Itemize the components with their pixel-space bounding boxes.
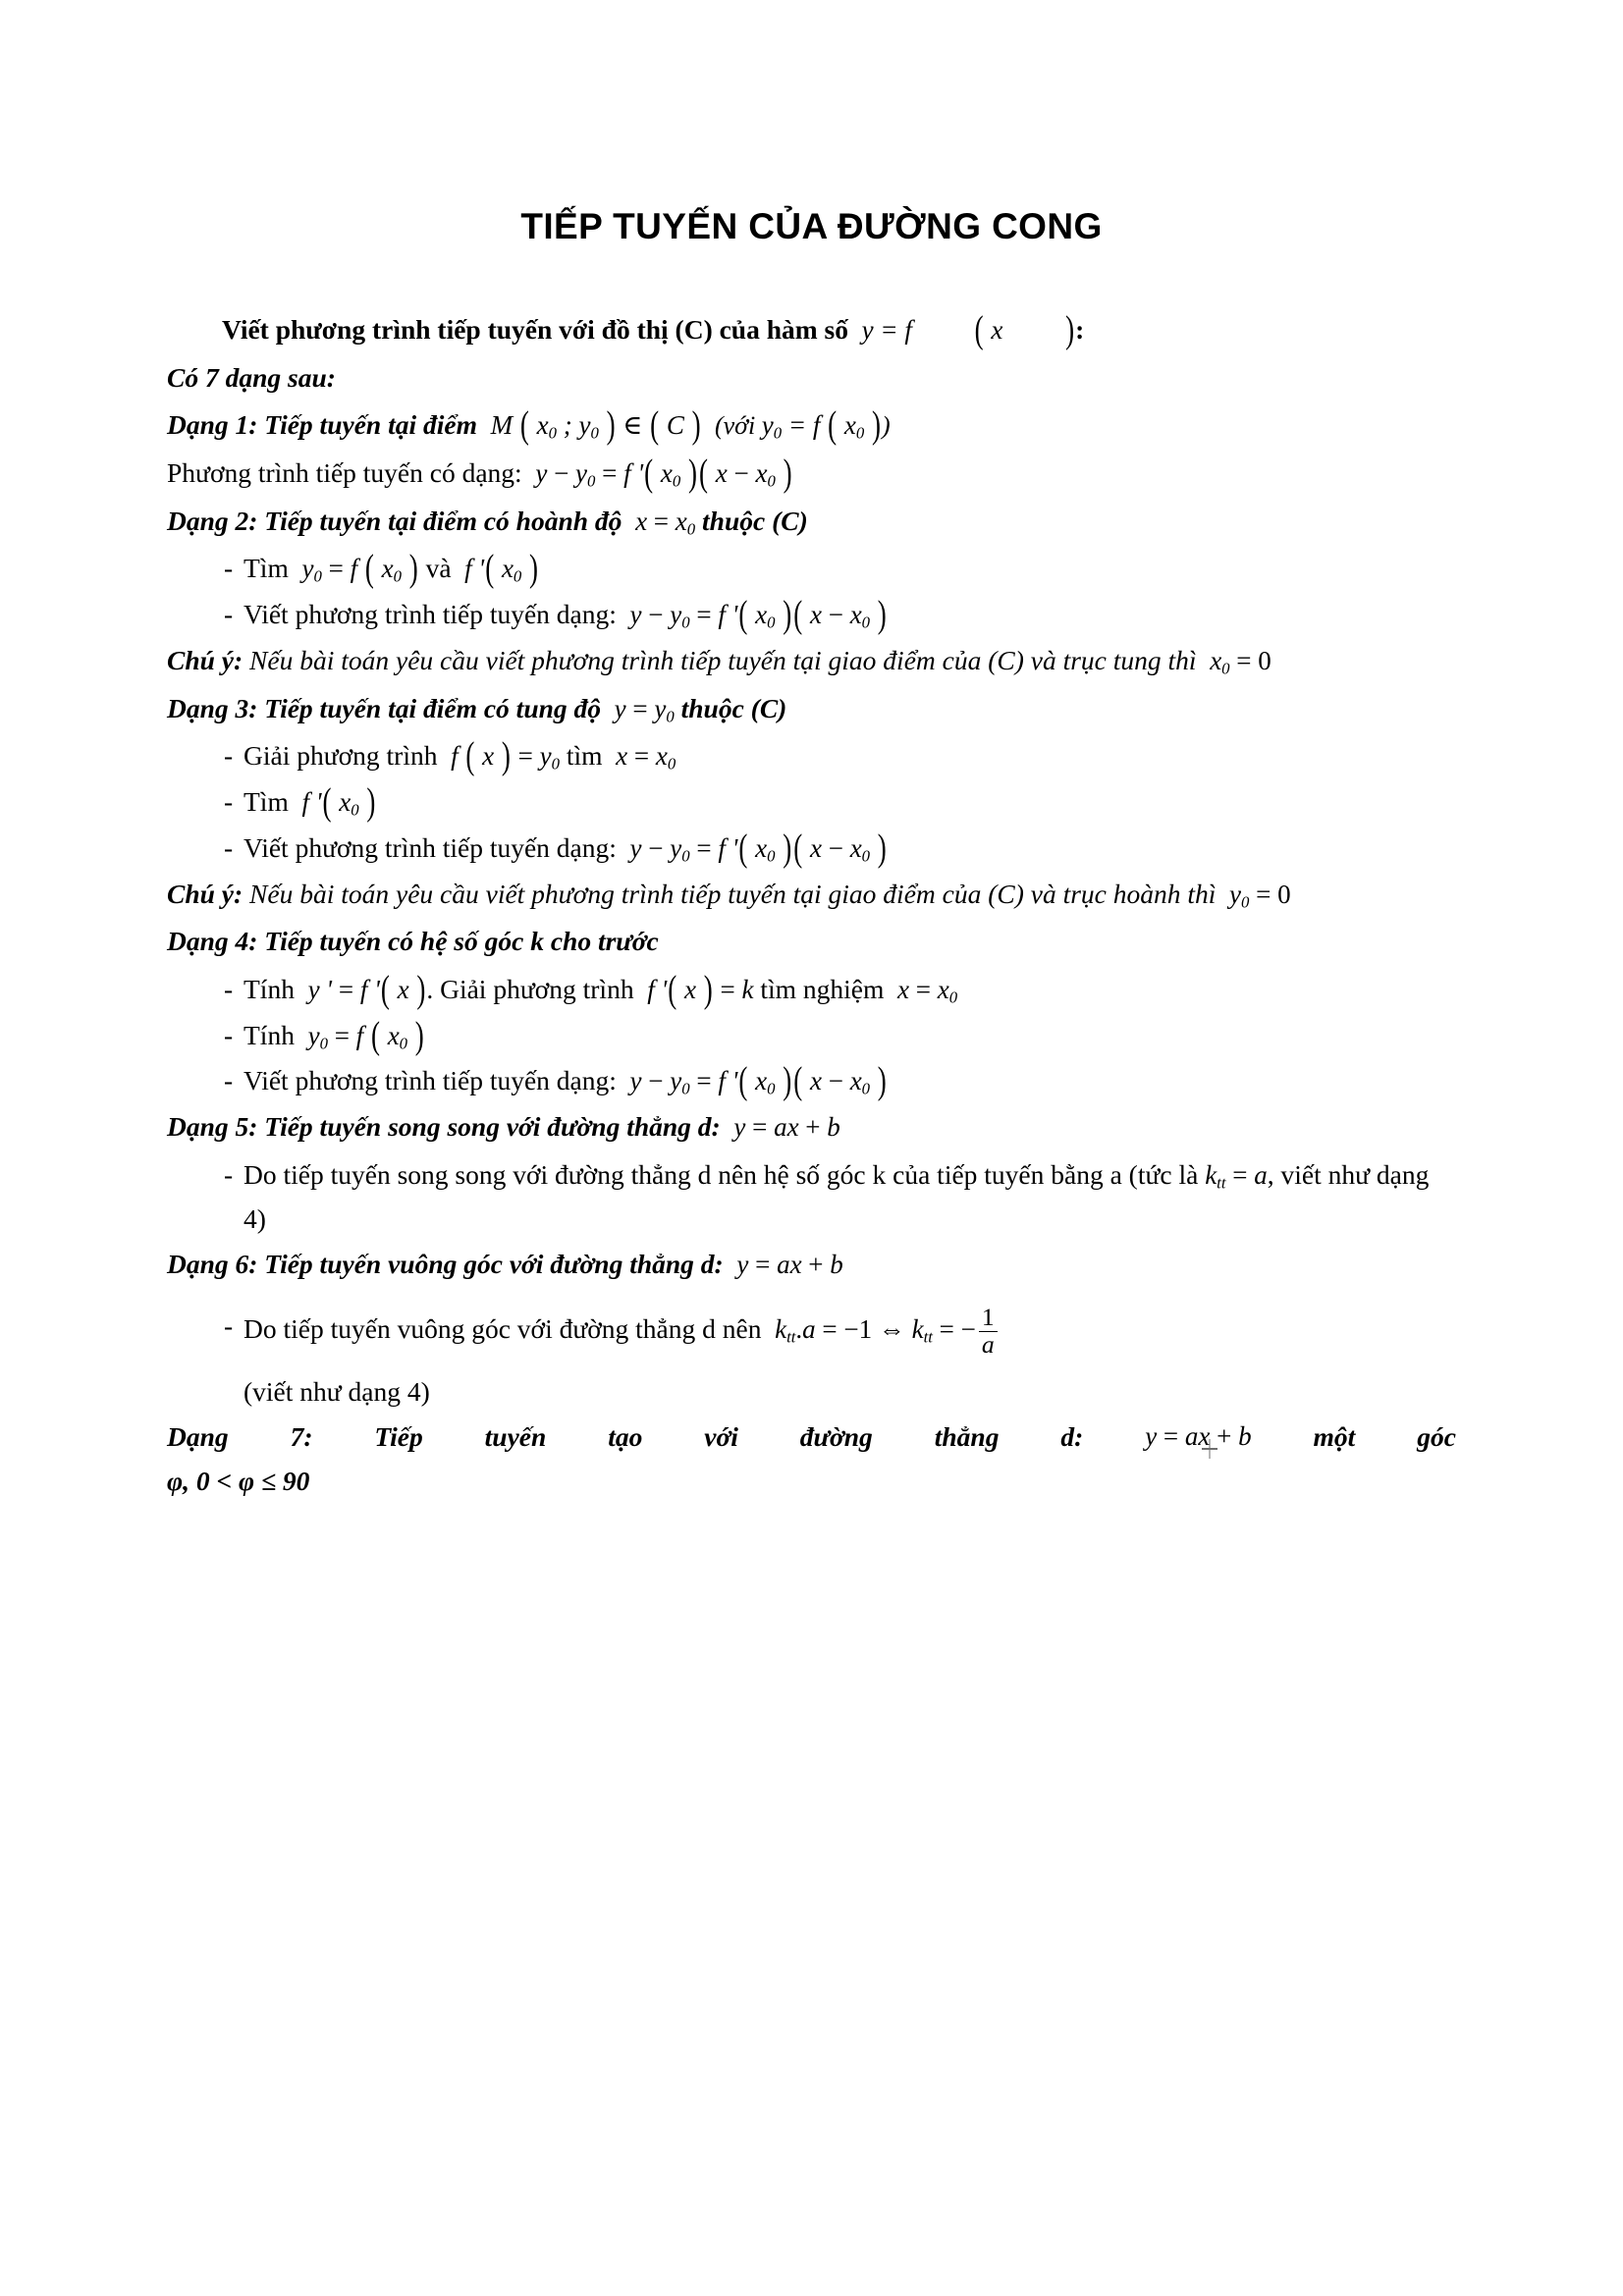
bullet-dash: -: [224, 1019, 234, 1050]
section-5-heading-math: y = ax + b: [727, 1112, 840, 1143]
bullet-dash: -: [224, 973, 234, 1004]
bullet-dash: -: [224, 786, 234, 818]
section-3-note: [167, 873, 1456, 917]
bullet-content: [243, 968, 1456, 1012]
bullet-dash: -: [224, 1065, 234, 1096]
count-line-text: Có 7 dạng sau:: [167, 361, 336, 393]
section-4-heading-text: Dạng 4: Tiếp tuyến có hệ số góc k cho trước: [167, 926, 659, 957]
bullet-math-1: $y - y_0 = f$ '( $x_0$ )( $x - x_0$ ): [622, 826, 887, 870]
bullet-dash: -: [224, 553, 234, 584]
section-5-heading-text: Dạng 5: Tiếp tuyến song song với đường thẳng d:: [167, 1111, 721, 1143]
section-6-bullet-1: [167, 1302, 1456, 1414]
section-2-note-label: Chú ý:: [167, 644, 243, 675]
section-3-note-label: Chú ý:: [167, 878, 243, 909]
section-3-note-text: Nếu bài toán yêu cầu viết phương trình tiếp tuyến tại giao điểm của (C) và trục hoành thì: [249, 878, 1217, 909]
bullet-content: [243, 593, 1456, 637]
section-3-heading-tail: thuộc (C): [680, 692, 787, 723]
section-2-bullet-1: [167, 547, 1456, 591]
section-7-word-6: đường: [799, 1421, 873, 1453]
section-7-word-4: tạo: [608, 1421, 643, 1453]
section-3-note-math: $y_0 = 0$: [1222, 879, 1291, 912]
section-6-heading-text: Dạng 6: Tiếp tuyến vuông góc với đường thẳng d:: [167, 1249, 724, 1280]
bullet-math-2: f '( $x_0$ ): [458, 547, 539, 590]
bullet-math-2: f '( x ) = k: [640, 967, 754, 1011]
section-4-bullet-3: [167, 1059, 1456, 1103]
section-1-heading-math: M ( $x_0$ ; $y_0$ ) ∈ ( C ): [483, 403, 701, 447]
bullet-dash: -: [224, 831, 234, 863]
section-4-bullet-2: [167, 1014, 1456, 1058]
bullet-mid-2: tìm nghiệm: [760, 973, 885, 1004]
bullet-math-1: $k_{tt}.a = -1$ ⇔ $k_{tt}$ = − $\frac{1}{a}$: [768, 1314, 1000, 1344]
section-7-tail-word-1: góc: [1417, 1421, 1456, 1453]
bullet-mid: . Giải phương trình: [426, 973, 634, 1004]
bullet-text: Viết phương trình tiếp tuyến dạng:: [243, 831, 617, 863]
bullet-tail-line: [243, 1370, 1456, 1415]
section-7-word-1: 7:: [290, 1421, 313, 1453]
section-7-last-line: [167, 1460, 1456, 1504]
bullet-math-3: $x = x_0$: [891, 974, 958, 1007]
section-7-word-2: Tiếp: [374, 1421, 423, 1453]
section-2-note-math: $x_0 = 0$: [1203, 645, 1271, 678]
bullet-content: [243, 547, 1456, 591]
bullet-math-1: $y - y_0 = f$ '( $x_0$ )( $x - x_0$ ): [622, 593, 887, 636]
bullet-mid: tìm: [566, 740, 603, 772]
section-2-note-text: Nếu bài toán yêu cầu viết phương trình tiếp tuyến tại giao điểm của (C) và trục tung thì: [249, 644, 1197, 675]
section-2-bullet-2: [167, 593, 1456, 637]
section-2-heading: [167, 500, 1456, 544]
bullet-dash: -: [224, 1158, 234, 1190]
bullet-text: Viết phương trình tiếp tuyến dạng:: [243, 1065, 617, 1096]
intro-line: [167, 308, 1456, 352]
bullet-content: [243, 734, 1456, 778]
bullet-math-2: $x = x_0$: [609, 741, 676, 774]
bullet-text: Do tiếp tuyến vuông góc với đường thẳng d nên: [243, 1312, 762, 1344]
section-5-bullet-1: [167, 1153, 1456, 1241]
section-1-heading: [167, 403, 1456, 448]
section-6-heading: [167, 1243, 1456, 1287]
section-1-line-1: [167, 452, 1456, 496]
bullet-text: Tìm: [243, 786, 289, 818]
section-3-heading-math: $y = y_0$: [607, 693, 675, 726]
bullet-dash: -: [224, 1309, 234, 1341]
bullet-text: Tính: [243, 1019, 295, 1050]
section-2-note: [167, 639, 1456, 683]
section-4-heading: [167, 920, 1456, 964]
bullet-dash: -: [224, 599, 234, 630]
bullet-math-1: $y - y_0 = f$ '( $x_0$ )( $x - x_0$ ): [622, 1059, 887, 1102]
section-4-bullet-1: [167, 968, 1456, 1012]
bullet-math-1: f ( x ) = $y_0$: [444, 734, 560, 777]
section-1-line-1-text: Phương trình tiếp tuyến có dạng:: [167, 457, 522, 489]
bullet-tail: , viết như dạng 4): [243, 1158, 1430, 1234]
bullet-content: [243, 1059, 1456, 1103]
intro-formula: y = f ( x ): [854, 307, 1075, 351]
section-1-line-1-math: $y - y_0 = f$ '( $x_0$ )( $x - x_0$ ): [528, 451, 792, 495]
section-3-heading: [167, 687, 1456, 731]
bullet-math-1: y ' = f '( x ): [300, 967, 426, 1011]
section-2-heading-math: $x = x_0$: [628, 506, 696, 539]
bullet-content: [243, 780, 1456, 825]
bullet-math-1: $y_0 = f$ ( $x_0$ ): [295, 547, 418, 590]
bullet-text: Tính: [243, 973, 295, 1004]
page-title: TIẾP TUYẾN CỦA ĐƯỜNG CONG: [520, 206, 1103, 246]
section-1-heading-note: (với $y_0 = f$ ( $x_0$ )): [708, 403, 891, 447]
bullet-text: Giải phương trình: [243, 740, 438, 772]
section-7-word-5: với: [704, 1421, 738, 1453]
bullet-math-1: $k_{tt} = a$: [1205, 1159, 1268, 1193]
section-5-heading: [167, 1105, 1456, 1149]
bullet-content: [243, 1302, 1456, 1414]
section-7-last-text: φ, 0 < φ ≤ 90: [167, 1465, 310, 1496]
section-7-word-8: d:: [1060, 1421, 1084, 1453]
count-line: [167, 356, 1456, 400]
section-7-heading-math: y = ax + b: [1145, 1421, 1252, 1452]
section-7-heading: [167, 1415, 1456, 1503]
section-7-word-0: Dạng: [167, 1421, 229, 1453]
bullet-math-1: f '( $x_0$ ): [295, 780, 376, 824]
section-3-bullet-1: [167, 734, 1456, 778]
section-2-heading-tail: thuộc (C): [702, 505, 808, 536]
bullet-content: [243, 827, 1456, 871]
section-6-heading-math: y = ax + b: [730, 1250, 843, 1280]
bullet-math-1: $y_0 = f$ ( $x_0$ ): [300, 1013, 424, 1057]
section-3-heading-text: Dạng 3: Tiếp tuyến tại điểm có tung độ: [167, 692, 602, 723]
bullet-mid: và: [425, 553, 452, 584]
section-3-bullet-3: [167, 827, 1456, 871]
bullet-text: Do tiếp tuyến song song với đường thẳng d nên hệ số góc k của tiếp tuyến bằng a (tức là: [243, 1158, 1199, 1190]
section-7-heading-row: [167, 1415, 1456, 1460]
section-7-word-3: tuyến: [484, 1421, 547, 1453]
intro-lead-text: Viết phương trình tiếp tuyến với đồ thị (C) của hàm số: [222, 314, 849, 345]
bullet-dash: -: [224, 740, 234, 772]
bullet-content: [243, 1153, 1456, 1241]
section-2-heading-text: Dạng 2: Tiếp tuyến tại điểm có hoành độ: [167, 505, 622, 536]
bullet-text: Tìm: [243, 553, 289, 584]
section-7-tail-word-0: một: [1313, 1421, 1356, 1453]
section-1-heading-text: Dạng 1: Tiếp tuyến tại điểm: [167, 409, 477, 441]
section-3-bullet-2: [167, 780, 1456, 825]
bullet-tail: (viết như dạng 4): [243, 1375, 430, 1407]
intro-colon: :: [1075, 314, 1085, 345]
section-7-word-7: thẳng: [934, 1421, 1000, 1453]
bullet-text: Viết phương trình tiếp tuyến dạng:: [243, 599, 617, 630]
